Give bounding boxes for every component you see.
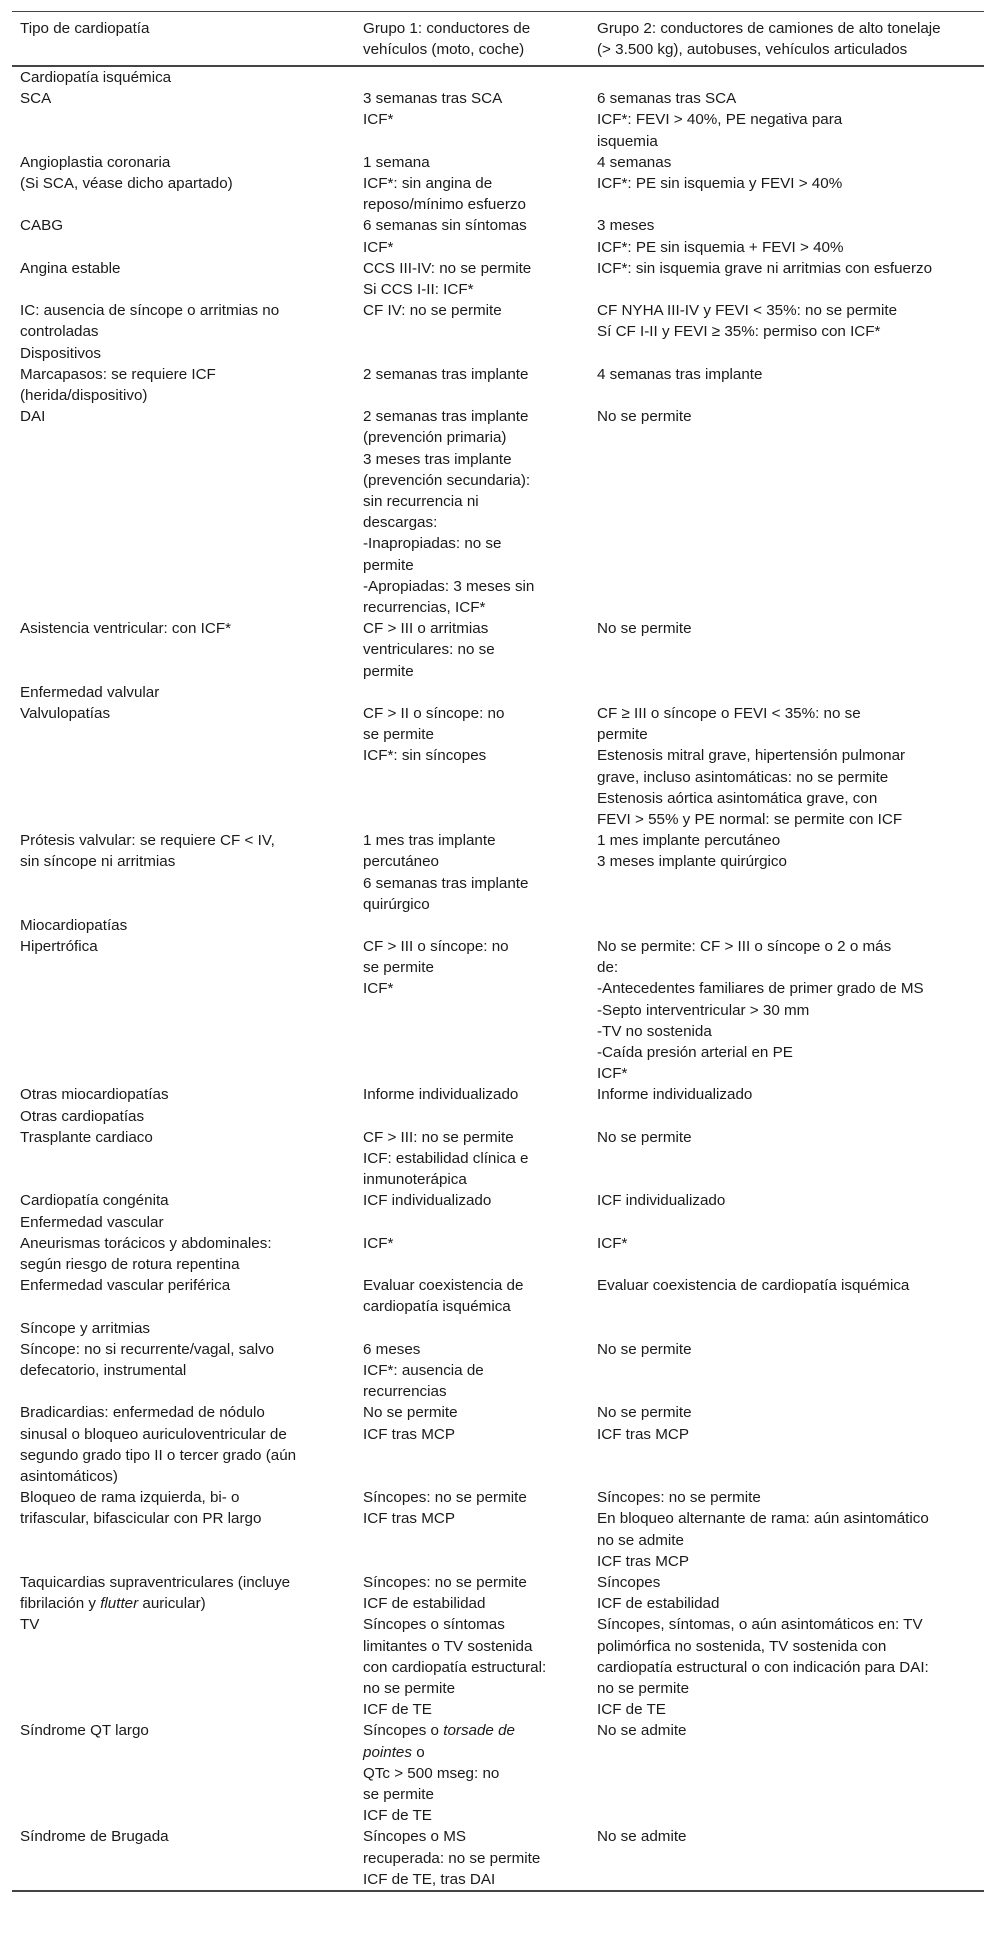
table-cell [363, 300, 587, 321]
table-cell [597, 1487, 977, 1572]
cell-line: 4 semanas tras implante [597, 365, 763, 383]
table-cell [597, 1402, 977, 1444]
cell-line: 3 meses [597, 217, 655, 235]
cell-line: grave, incluso asintomáticas: no se permite [597, 768, 889, 786]
cell-line: trifascular, bifascicular con PR largo [20, 1510, 262, 1528]
cell-line: -Septo interventricular > 30 mm [597, 1001, 810, 1019]
cell-line: CF ≥ III o síncope o FEVI < 35%: no se [597, 704, 861, 722]
cell-line: segundo grado tipo II o tercer grado (aún [20, 1446, 297, 1464]
cell-line: 3 semanas tras SCA [363, 90, 503, 108]
cell-line: -Caída presión arterial en PE [597, 1044, 793, 1062]
cell-line: Prótesis valvular: se requiere CF < IV, [20, 832, 275, 850]
cell-line: Otras miocardiopatías [20, 1086, 169, 1104]
cell-line: de: [597, 959, 619, 977]
table-cell [363, 1614, 587, 1720]
table-cell [20, 1339, 358, 1381]
cell-line: No se permite [597, 1340, 692, 1358]
table-cell [597, 1190, 977, 1211]
table-cell [363, 215, 587, 257]
table-cell [20, 1084, 358, 1105]
cell-line: 6 semanas tras SCA [597, 90, 737, 108]
cell-line: 6 semanas tras implante [363, 874, 529, 892]
table-cell [597, 1339, 977, 1360]
cell-line: no se permite [363, 1679, 456, 1697]
cell-line: ICF* [363, 238, 394, 256]
table-cell [597, 936, 977, 1084]
table-cell [363, 1339, 587, 1403]
cell-line: Angioplastia coronaria [20, 153, 171, 171]
cell-line: 3 meses tras implante [363, 450, 512, 468]
table-row [12, 406, 984, 618]
cell-line: -Inapropiadas: no se [363, 535, 502, 553]
table-cell [363, 1826, 587, 1890]
cell-line: Evaluar coexistencia de cardiopatía isquémica [597, 1277, 910, 1295]
table-cell [363, 1275, 587, 1317]
cell-line: ICF de TE [597, 1701, 666, 1719]
table-cell [597, 88, 977, 152]
table-cell [20, 830, 358, 872]
table-cell [20, 1212, 358, 1233]
table-cell [597, 830, 977, 872]
cell-line: ICF de estabilidad [597, 1595, 720, 1613]
cell-line: ICF*: sin isquemia grave ni arritmias con esfuerzo [597, 259, 933, 277]
table-row [12, 67, 984, 88]
cell-line: FEVI > 55% y PE normal: se permite con ICF [597, 810, 903, 828]
cell-line: Síndrome QT largo [20, 1722, 149, 1740]
cell-line: Bradicardias: enfermedad de nódulo [20, 1404, 265, 1422]
cell-line: 6 semanas sin síntomas [363, 217, 527, 235]
table-cell [20, 1275, 358, 1296]
cell-line: inmunoterápica [363, 1171, 467, 1189]
cell-line: defecatorio, instrumental [20, 1361, 187, 1379]
cell-line: CF > III o arritmias [363, 620, 489, 638]
cell-line: -Apropiadas: 3 meses sin [363, 577, 535, 595]
cell-line: CF > III: no se permite [363, 1128, 514, 1146]
table-cell [20, 1720, 358, 1741]
table-cell [363, 1233, 587, 1254]
cell-line: sin recurrencia ni [363, 492, 479, 510]
cell-line: (Si SCA, véase dicho apartado) [20, 174, 233, 192]
table-row [12, 682, 984, 703]
table-cell [597, 406, 977, 427]
table-row [12, 215, 984, 257]
cell-line: ICF tras MCP [597, 1552, 689, 1570]
cell-line: Síncopes: no se permite [363, 1489, 527, 1507]
table-cell [597, 1127, 977, 1148]
table-cell [363, 618, 587, 682]
cell-line: recurrencias, ICF* [363, 598, 486, 616]
table-row [12, 1826, 984, 1890]
cell-line: Dispositivos [20, 344, 102, 362]
cell-line: permite [597, 726, 648, 744]
table-cell [20, 618, 358, 639]
cell-line: CCS III-IV: no se permite [363, 259, 532, 277]
table-cell [597, 1572, 977, 1614]
table-cell [20, 1487, 358, 1529]
table-cell [363, 258, 587, 300]
cell-line: No se permite [597, 408, 692, 426]
cell-line: 4 semanas [597, 153, 672, 171]
table-cell [363, 1190, 587, 1211]
cell-line: Trasplante cardiaco [20, 1128, 153, 1146]
cell-line: Síncopes, síntomas, o aún asintomáticos en: TV [597, 1616, 923, 1634]
table-cell [363, 406, 587, 618]
table-cell [363, 1487, 587, 1529]
cell-line: polimórfica no sostenida, TV sostenida con [597, 1637, 887, 1655]
table-row [12, 152, 984, 216]
cell-line: cardiopatía estructural o con indicación para DAI: [597, 1658, 929, 1676]
table-row [12, 1339, 984, 1403]
cell-line: Valvulopatías [20, 704, 111, 722]
table-cell [20, 364, 358, 406]
cell-line: CF NYHA III-IV y FEVI < 35%: no se permite [597, 302, 898, 320]
cell-line: fibrilación y flutter auricular) [20, 1595, 206, 1613]
table-cell [597, 703, 977, 830]
table-cell [363, 703, 587, 767]
cell-line: asintomáticos) [20, 1467, 118, 1485]
cell-line: ICF individualizado [597, 1192, 726, 1210]
table-cell [20, 1190, 358, 1211]
cell-line: controladas [20, 323, 99, 341]
cell-line: Síncopes o síntomas [363, 1616, 505, 1634]
cell-line: -TV no sostenida [597, 1022, 712, 1040]
cell-line: Síncope: no si recurrente/vagal, salvo [20, 1340, 275, 1358]
table-body [12, 67, 984, 1890]
table-row [12, 1487, 984, 1572]
table-row [12, 1275, 984, 1317]
table-row [12, 1084, 984, 1105]
cell-line: 3 meses implante quirúrgico [597, 853, 787, 871]
cell-line: Aneurismas torácicos y abdominales: [20, 1234, 272, 1252]
cell-line: Marcapasos: se requiere ICF [20, 365, 216, 383]
table-row [12, 1720, 984, 1826]
cell-line: Otras cardiopatías [20, 1107, 145, 1125]
table-cell [20, 1572, 358, 1614]
table-cell [363, 152, 587, 216]
cell-line: Hipertrófica [20, 938, 98, 956]
cell-line: sinusal o bloqueo auriculoventricular de [20, 1425, 287, 1443]
table-cell [20, 1614, 358, 1635]
table-cell [363, 1720, 587, 1826]
header-group-1: Grupo 1: conductores de vehículos (moto, coche) [363, 20, 531, 59]
cell-line: Síncopes o MS [363, 1828, 466, 1846]
cell-line: ICF de TE [363, 1807, 432, 1825]
cell-line: ICF*: PE sin isquemia y FEVI > 40% [597, 174, 843, 192]
cell-line: 6 meses [363, 1340, 421, 1358]
table-row [12, 1190, 984, 1211]
cell-line: (prevención primaria) [363, 429, 507, 447]
cell-line: no se permite [597, 1679, 690, 1697]
table-cell [20, 152, 358, 194]
cell-line: Informe individualizado [363, 1086, 519, 1104]
cell-line: Síndrome de Brugada [20, 1828, 169, 1846]
cell-line: (herida/dispositivo) [20, 386, 148, 404]
cell-line: CF > II o síncope: no [363, 704, 505, 722]
table-cell [20, 343, 358, 364]
cell-line: se permite [363, 726, 434, 744]
cell-line: permite [363, 662, 414, 680]
table-row [12, 1614, 984, 1720]
cell-line: TV [20, 1616, 40, 1634]
table-row [12, 915, 984, 936]
table-cell [20, 67, 358, 88]
table-cell [20, 1826, 358, 1847]
cell-line: 1 mes tras implante [363, 832, 496, 850]
cell-line: Sí CF I-II y FEVI ≥ 35%: permiso con ICF* [597, 323, 881, 341]
cell-line: IC: ausencia de síncope o arritmias no [20, 302, 280, 320]
table-row [12, 1318, 984, 1339]
table-cell [20, 1127, 358, 1148]
cell-line: ICF individualizado [363, 1192, 492, 1210]
cell-line: ICF* [597, 1065, 628, 1083]
cell-line: ICF* [597, 1234, 628, 1252]
cell-line: Enfermedad vascular [20, 1213, 164, 1231]
table-cell [363, 1402, 587, 1444]
cell-line: Angina estable [20, 259, 121, 277]
table-row [12, 258, 984, 300]
cell-line: ICF*: sin síncopes [363, 747, 487, 765]
cell-line: No se permite [597, 1404, 692, 1422]
table-row [12, 936, 984, 1084]
cell-line: CF IV: no se permite [363, 302, 502, 320]
table-cell [20, 258, 358, 279]
table-cell [597, 364, 977, 385]
cell-line: Taquicardias supraventriculares (incluye [20, 1573, 291, 1591]
table-row [12, 618, 984, 682]
table-cell [363, 936, 587, 1000]
cell-line: SCA [20, 90, 52, 108]
table-cell [363, 1127, 587, 1191]
table-cell [363, 88, 587, 130]
cell-line: Evaluar coexistencia de [363, 1277, 524, 1295]
table-cell [363, 1572, 587, 1614]
header-group-2: Grupo 2: conductores de camiones de alto tonelaje (> 3.500 kg), autobuses, vehículos articulados [597, 20, 941, 59]
table-cell [20, 682, 358, 703]
cell-line: ICF*: FEVI > 40%, PE negativa para [597, 111, 843, 129]
cell-line: reposo/mínimo esfuerzo [363, 196, 526, 214]
cell-line: Asistencia ventricular: con ICF* [20, 620, 232, 638]
cell-line: Cardiopatía isquémica [20, 69, 172, 86]
cell-line: Informe individualizado [597, 1086, 753, 1104]
table-cell [597, 1275, 977, 1296]
table-cell [20, 300, 358, 342]
cell-line: No se permite [597, 620, 692, 638]
cell-line: percutáneo [363, 853, 439, 871]
cell-line: No se admite [597, 1828, 687, 1846]
table-row [12, 364, 984, 406]
table-cell [597, 1233, 977, 1254]
cell-line: ICF*: PE sin isquemia + FEVI > 40% [597, 238, 844, 256]
cell-line: Cardiopatía congénita [20, 1192, 169, 1210]
cell-line: Enfermedad valvular [20, 683, 160, 701]
cell-line: 1 mes implante percutáneo [597, 832, 781, 850]
cell-line: se permite [363, 1785, 434, 1803]
cell-line: Síncopes o torsade de [363, 1722, 515, 1740]
cell-line: quirúrgico [363, 895, 430, 913]
cell-line: ICF: estabilidad clínica e [363, 1150, 529, 1168]
cell-line: En bloqueo alternante de rama: aún asintomático [597, 1510, 929, 1528]
cell-line: Síncopes: no se permite [363, 1573, 527, 1591]
table-cell [20, 936, 358, 957]
table-cell [20, 406, 358, 427]
cell-line: ICF* [363, 1234, 394, 1252]
table-row [12, 703, 984, 830]
cell-line: ventriculares: no se [363, 641, 495, 659]
cell-line: 2 semanas tras implante [363, 408, 529, 426]
cell-line: No se permite [363, 1404, 458, 1422]
table-cell [597, 215, 977, 257]
cell-line: ICF de TE, tras DAI [363, 1870, 496, 1888]
cell-line: según riesgo de rotura repentina [20, 1256, 240, 1274]
cell-line: limitantes o TV sostenida [363, 1637, 533, 1655]
table-cell [20, 215, 358, 236]
cell-line: no se admite [597, 1531, 684, 1549]
table-header [12, 12, 984, 67]
header-cardiopathy-type: Tipo de cardiopatía [20, 20, 150, 37]
table-cell [597, 1084, 977, 1105]
table-row [12, 1106, 984, 1127]
table-row [12, 1233, 984, 1275]
cell-line: ICF tras MCP [363, 1510, 455, 1528]
table-cell [363, 1084, 587, 1105]
cell-line: ICF*: ausencia de [363, 1361, 484, 1379]
table-row [12, 300, 984, 342]
cell-line: ICF* [363, 111, 394, 129]
cell-line: permite [363, 556, 414, 574]
cell-line: Síncope y arritmias [20, 1319, 150, 1337]
table-cell [20, 88, 358, 109]
cell-line: Estenosis mitral grave, hipertensión pulmonar [597, 747, 906, 765]
table-row [12, 830, 984, 915]
cell-line: Síncopes: no se permite [597, 1489, 761, 1507]
cell-line: Enfermedad vascular periférica [20, 1277, 231, 1295]
cell-line: 2 semanas tras implante [363, 365, 529, 383]
cell-line: Síncopes [597, 1573, 661, 1591]
cell-line: sin síncope ni arritmias [20, 853, 176, 871]
cell-line: (prevención secundaria): [363, 471, 531, 489]
cell-line: Miocardiopatías [20, 916, 128, 934]
cell-line: pointes o [363, 1743, 425, 1761]
table-cell [20, 915, 358, 936]
table-row [12, 1572, 984, 1614]
cell-line: ICF tras MCP [597, 1425, 689, 1443]
cell-line: CF > III o síncope: no [363, 938, 509, 956]
cell-line: ICF de estabilidad [363, 1595, 486, 1613]
cell-line: CABG [20, 217, 64, 235]
table-cell [597, 1614, 977, 1720]
cell-line: No se permite: CF > III o síncope o 2 o más [597, 938, 892, 956]
cell-line: ICF tras MCP [363, 1425, 455, 1443]
cell-line: QTc > 500 mseg: no [363, 1764, 500, 1782]
cell-line: se permite [363, 959, 434, 977]
cell-line: DAI [20, 408, 46, 426]
table-row [12, 1127, 984, 1191]
table-row [12, 343, 984, 364]
cell-line: ICF de TE [363, 1701, 432, 1719]
cell-line: isquemia [597, 132, 658, 150]
cell-line: descargas: [363, 514, 438, 532]
table-cell [597, 152, 977, 194]
table-cell [20, 1233, 358, 1275]
cell-line: -Antecedentes familiares de primer grado de MS [597, 980, 924, 998]
table-cell [597, 1720, 977, 1741]
table-cell [597, 1826, 977, 1847]
table-row [12, 1212, 984, 1233]
cell-line: recuperada: no se permite [363, 1849, 541, 1867]
table-cell [20, 1106, 358, 1127]
cell-line: No se permite [597, 1128, 692, 1146]
table-cell [20, 1318, 358, 1339]
cell-line: ICF*: sin angina de [363, 174, 493, 192]
table-cell [20, 1402, 358, 1487]
cell-line: Bloqueo de rama izquierda, bi- o [20, 1489, 240, 1507]
table-cell [597, 300, 977, 342]
cardiopathy-driving-table [12, 11, 984, 1892]
cell-line: recurrencias [363, 1383, 447, 1401]
cell-line: 1 semana [363, 153, 430, 171]
cell-line: Estenosis aórtica asintomática grave, con [597, 789, 878, 807]
table-cell [597, 618, 977, 639]
cell-line: ICF* [363, 980, 394, 998]
table-row [12, 88, 984, 152]
cell-line: cardiopatía isquémica [363, 1298, 511, 1316]
table-cell [20, 703, 358, 724]
table-cell [363, 830, 587, 915]
cell-line: con cardiopatía estructural: [363, 1658, 547, 1676]
cell-line: Si CCS I-II: ICF* [363, 280, 474, 298]
table-cell [363, 364, 587, 385]
table-row [12, 1402, 984, 1487]
table-cell [597, 258, 977, 279]
cell-line: No se admite [597, 1722, 687, 1740]
